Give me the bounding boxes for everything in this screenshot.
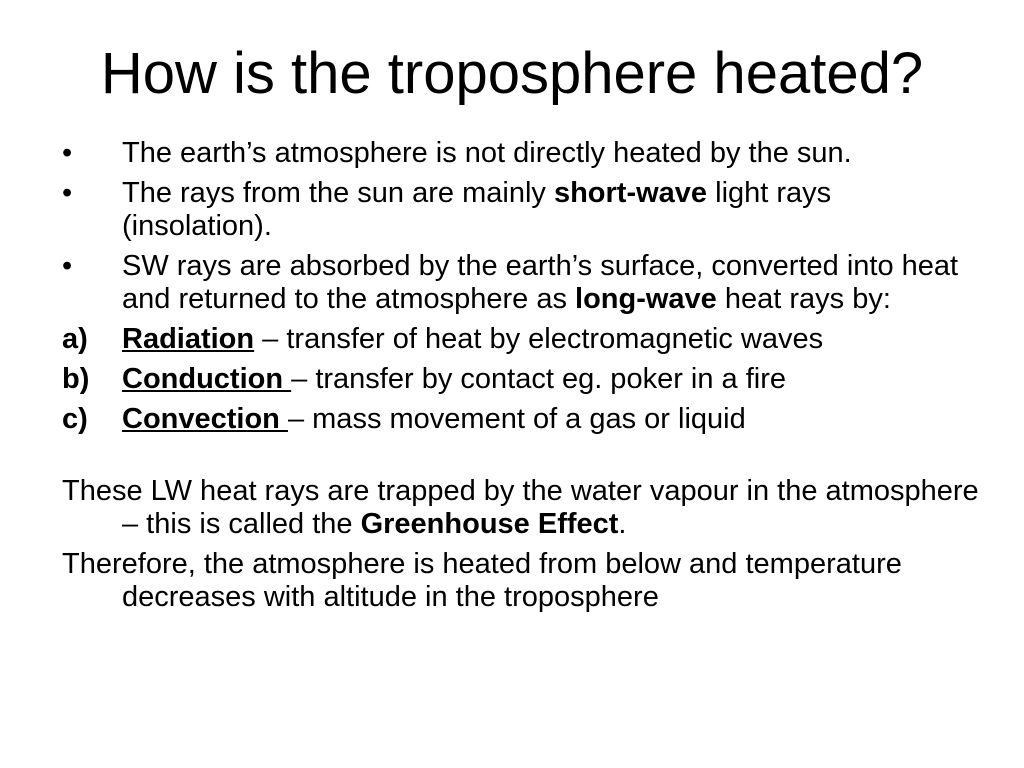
paragraph-bold-term: Greenhouse Effect	[360, 508, 619, 540]
spacer	[62, 443, 982, 475]
bullet-text: The rays from the sun are mainly	[122, 177, 554, 209]
bullet-marker: •	[62, 177, 73, 209]
paragraph-conclusion	[62, 548, 982, 614]
bullet-marker: •	[62, 137, 73, 169]
bullet-item	[62, 137, 982, 170]
paragraph-greenhouse	[62, 475, 982, 541]
bullet-marker: •	[62, 250, 73, 282]
paragraph-text-after: .	[618, 508, 627, 540]
method-item-radiation	[62, 323, 982, 356]
method-marker: a)	[62, 323, 88, 355]
method-item-convection	[62, 403, 982, 436]
method-term: Radiation	[122, 323, 255, 355]
method-description: – transfer by contact eg. poker in a fire	[291, 363, 787, 395]
slide-title: How is the troposphere heated?	[100, 41, 924, 106]
paragraph-text: Therefore, the atmosphere is heated from below and temperature decreases with altitude in the troposphere	[62, 548, 902, 613]
bullet-text-after: light rays (insolation).	[122, 177, 832, 242]
method-term: Convection	[122, 403, 288, 435]
method-marker: b)	[62, 363, 90, 395]
bullet-bold-term: long-wave	[575, 283, 717, 315]
paragraph-text: These LW heat rays are trapped by the water vapour in the atmosphere – this is called the	[62, 475, 979, 540]
method-term: Conduction	[122, 363, 292, 395]
bullet-text: The earth’s atmosphere is not directly heated by the sun.	[122, 137, 852, 169]
bullet-text-after: heat rays by:	[716, 283, 891, 315]
bullet-text: SW rays are absorbed by the earth’s surface, converted into heat and returned to the atmosphere as	[122, 250, 959, 315]
bullet-bold-term: short-wave	[553, 177, 708, 209]
slide-content	[62, 137, 982, 621]
bullet-item	[62, 250, 982, 316]
method-marker: c)	[62, 403, 88, 435]
method-item-conduction	[62, 363, 982, 396]
method-description: – mass movement of a gas or liquid	[287, 403, 746, 435]
method-description: – transfer of heat by electromagnetic waves	[254, 323, 824, 355]
bullet-item	[62, 177, 982, 243]
